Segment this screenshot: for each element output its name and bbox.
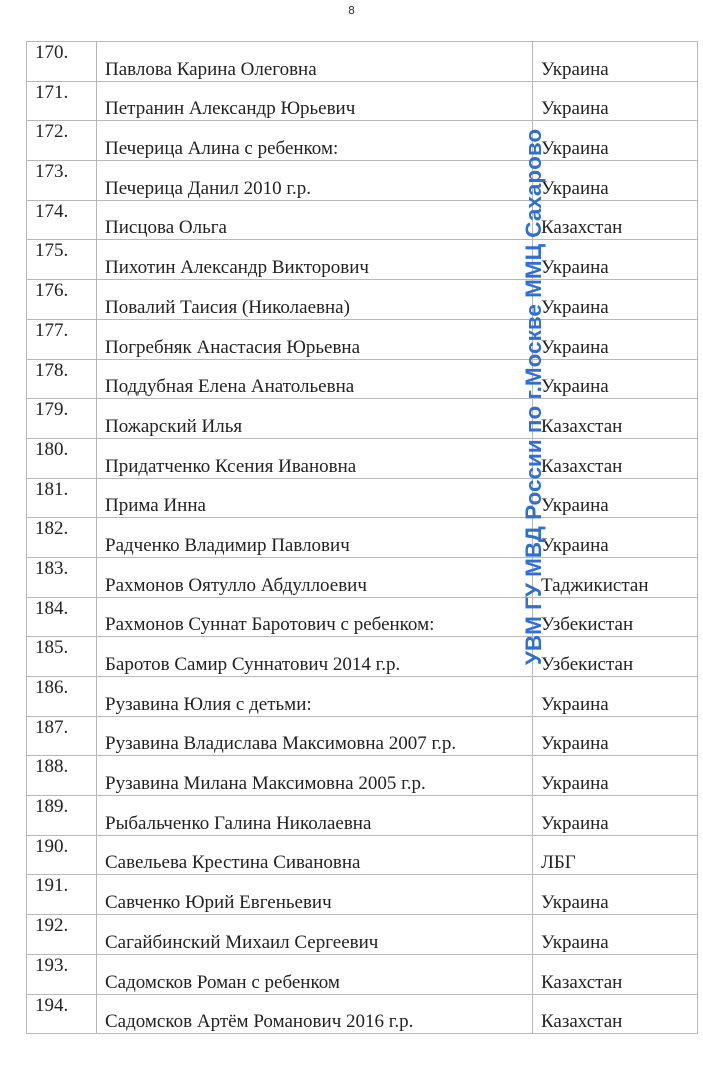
row-number: 178. xyxy=(27,359,97,399)
persons-table-body xyxy=(27,42,698,1034)
person-name: Савченко Юрий Евгеньевич xyxy=(97,875,533,915)
row-number: 170. xyxy=(27,42,97,82)
person-name: Повалий Таисия (Николаевна) xyxy=(97,280,533,320)
persons-table xyxy=(26,41,698,1034)
table-row xyxy=(27,399,698,439)
country: ЛБГ xyxy=(533,835,698,875)
person-name: Пожарский Илья xyxy=(97,399,533,439)
table-row xyxy=(27,597,698,637)
table-row xyxy=(27,240,698,280)
country: Украина xyxy=(533,319,698,359)
table-row xyxy=(27,954,698,994)
person-name: Писцова Ольга xyxy=(97,200,533,240)
table-row xyxy=(27,81,698,121)
country: Украина xyxy=(533,359,698,399)
table-row xyxy=(27,518,698,558)
country: Украина xyxy=(533,161,698,201)
country: Узбекистан xyxy=(533,637,698,677)
country: Казахстан xyxy=(533,200,698,240)
row-number: 188. xyxy=(27,756,97,796)
stamp-text: УВМ ГУ МВД России по г.Москве ММЦ Сахарово xyxy=(521,128,546,666)
row-number: 176. xyxy=(27,280,97,320)
country: Украина xyxy=(533,716,698,756)
person-name: Поддубная Елена Анатольевна xyxy=(97,359,533,399)
table-row xyxy=(27,716,698,756)
table-row xyxy=(27,677,698,717)
table-row xyxy=(27,994,698,1034)
table-row xyxy=(27,915,698,955)
table-row xyxy=(27,121,698,161)
row-number: 172. xyxy=(27,121,97,161)
row-number: 173. xyxy=(27,161,97,201)
person-name: Прима Инна xyxy=(97,478,533,518)
person-name: Рузавина Владислава Максимовна 2007 г.р. xyxy=(97,716,533,756)
table-row xyxy=(27,200,698,240)
table-row xyxy=(27,438,698,478)
person-name: Рыбальченко Галина Николаевна xyxy=(97,796,533,836)
row-number: 183. xyxy=(27,557,97,597)
person-name: Садомсков Роман с ребенком xyxy=(97,954,533,994)
row-number: 171. xyxy=(27,81,97,121)
table-row xyxy=(27,637,698,677)
person-name: Петранин Александр Юрьевич xyxy=(97,81,533,121)
table-row xyxy=(27,161,698,201)
country: Украина xyxy=(533,756,698,796)
row-number: 181. xyxy=(27,478,97,518)
row-number: 179. xyxy=(27,399,97,439)
table-row xyxy=(27,875,698,915)
country: Казахстан xyxy=(533,438,698,478)
person-name: Радченко Владимир Павлович xyxy=(97,518,533,558)
person-name: Рахмонов Оятулло Абдуллоевич xyxy=(97,557,533,597)
row-number: 189. xyxy=(27,796,97,836)
table-row xyxy=(27,835,698,875)
person-name: Погребняк Анастасия Юрьевна xyxy=(97,319,533,359)
country: Украина xyxy=(533,121,698,161)
person-name: Печерица Данил 2010 г.р. xyxy=(97,161,533,201)
country: Украина xyxy=(533,518,698,558)
table-row xyxy=(27,557,698,597)
country: Узбекистан xyxy=(533,597,698,637)
country: Украина xyxy=(533,81,698,121)
person-name: Рузавина Милана Максимовна 2005 г.р. xyxy=(97,756,533,796)
country: Казахстан xyxy=(533,399,698,439)
person-name: Баротов Самир Суннатович 2014 г.р. xyxy=(97,637,533,677)
person-name: Придатченко Ксения Ивановна xyxy=(97,438,533,478)
row-number: 174. xyxy=(27,200,97,240)
country: Украина xyxy=(533,875,698,915)
person-name: Рузавина Юлия с детьми: xyxy=(97,677,533,717)
row-number: 187. xyxy=(27,716,97,756)
person-name: Сагайбинский Михаил Сергеевич xyxy=(97,915,533,955)
person-name: Садомсков Артём Романович 2016 г.р. xyxy=(97,994,533,1034)
person-name: Пихотин Александр Викторович xyxy=(97,240,533,280)
person-name: Рахмонов Суннат Баротович с ребенком: xyxy=(97,597,533,637)
country: Казахстан xyxy=(533,994,698,1034)
person-name: Печерица Алина с ребенком: xyxy=(97,121,533,161)
country: Украина xyxy=(533,677,698,717)
row-number: 184. xyxy=(27,597,97,637)
table-row xyxy=(27,796,698,836)
table-row xyxy=(27,280,698,320)
country: Украина xyxy=(533,280,698,320)
row-number: 177. xyxy=(27,319,97,359)
country: Украина xyxy=(533,796,698,836)
row-number: 180. xyxy=(27,438,97,478)
country: Украина xyxy=(533,478,698,518)
row-number: 182. xyxy=(27,518,97,558)
row-number: 186. xyxy=(27,677,97,717)
person-name: Павлова Карина Олеговна xyxy=(97,42,533,82)
country: Украина xyxy=(533,915,698,955)
country: Украина xyxy=(533,42,698,82)
row-number: 175. xyxy=(27,240,97,280)
row-number: 191. xyxy=(27,875,97,915)
row-number: 193. xyxy=(27,954,97,994)
row-number: 192. xyxy=(27,915,97,955)
country: Казахстан xyxy=(533,954,698,994)
country: Таджикистан xyxy=(533,557,698,597)
table-row xyxy=(27,42,698,82)
table-row xyxy=(27,359,698,399)
table-row xyxy=(27,478,698,518)
row-number: 194. xyxy=(27,994,97,1034)
person-name: Савельева Крестина Сивановна xyxy=(97,835,533,875)
table-row xyxy=(27,756,698,796)
country: Украина xyxy=(533,240,698,280)
page-number: 8 xyxy=(348,4,355,17)
row-number: 185. xyxy=(27,637,97,677)
table-row xyxy=(27,319,698,359)
row-number: 190. xyxy=(27,835,97,875)
